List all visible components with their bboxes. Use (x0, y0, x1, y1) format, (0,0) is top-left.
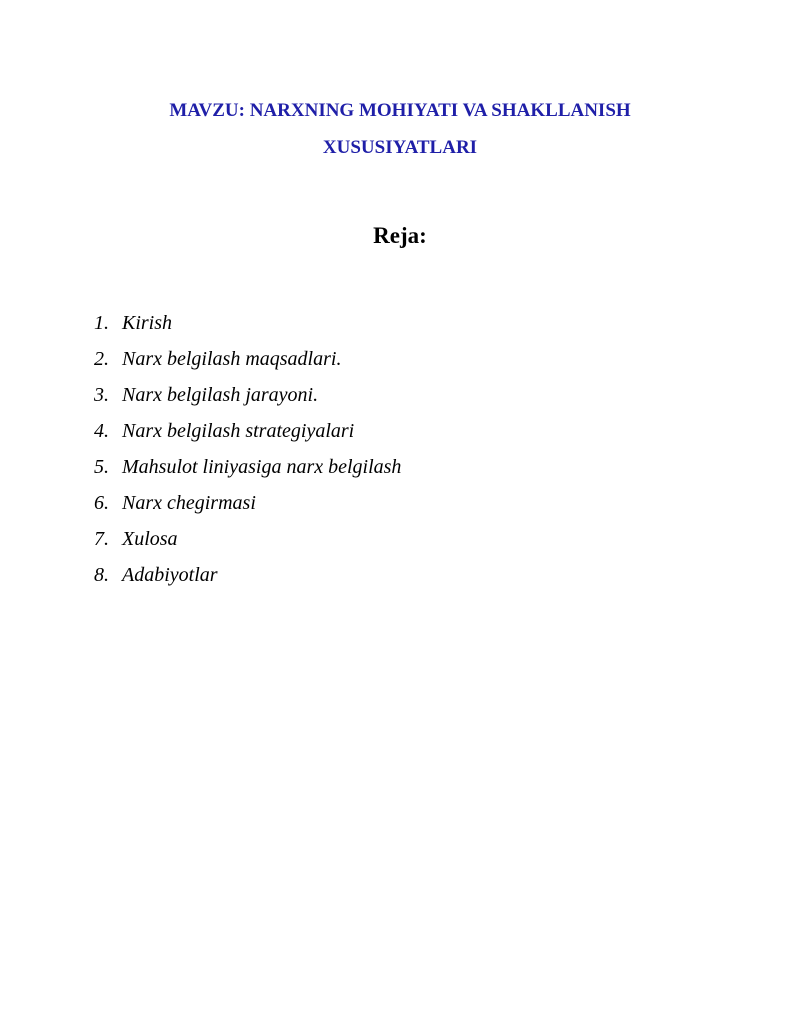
plan-item-text: Narx chegirmasi (122, 492, 256, 514)
plan-item-text: Mahsulot liniyasiga narx belgilash (122, 456, 402, 478)
plan-item (94, 413, 401, 449)
plan-item (94, 485, 401, 521)
plan-item-number: 6. (94, 492, 109, 514)
plan-item (94, 305, 401, 341)
title-line-2: XUSUSIYATLARI (322, 137, 478, 158)
plan-item (94, 377, 401, 413)
plan-item (94, 557, 401, 593)
plan-item-number: 3. (94, 384, 109, 406)
plan-item (94, 341, 401, 377)
title-line-1: MAVZU: NARXNING MOHIYATI VA SHAKLLANISH (169, 100, 631, 121)
plan-item-number: 8. (94, 564, 109, 586)
plan-item-text: Narx belgilash strategiyalari (122, 420, 355, 442)
plan-heading: Reja: (373, 223, 427, 248)
plan-item-text: Narx belgilash maqsadlari. (122, 348, 342, 370)
plan-item-text: Narx belgilash jarayoni. (122, 384, 319, 406)
plan-list (94, 305, 401, 593)
plan-item-number: 5. (94, 456, 109, 478)
plan-item-number: 7. (94, 528, 109, 550)
plan-item-text: Kirish (122, 312, 173, 334)
plan-item (94, 521, 401, 557)
plan-item (94, 449, 401, 485)
plan-item-text: Adabiyotlar (122, 564, 218, 586)
plan-item-number: 1. (94, 312, 109, 334)
plan-item-number: 2. (94, 348, 109, 370)
document-title (0, 92, 800, 166)
plan-item-number: 4. (94, 420, 109, 442)
plan-item-text: Xulosa (122, 528, 178, 550)
